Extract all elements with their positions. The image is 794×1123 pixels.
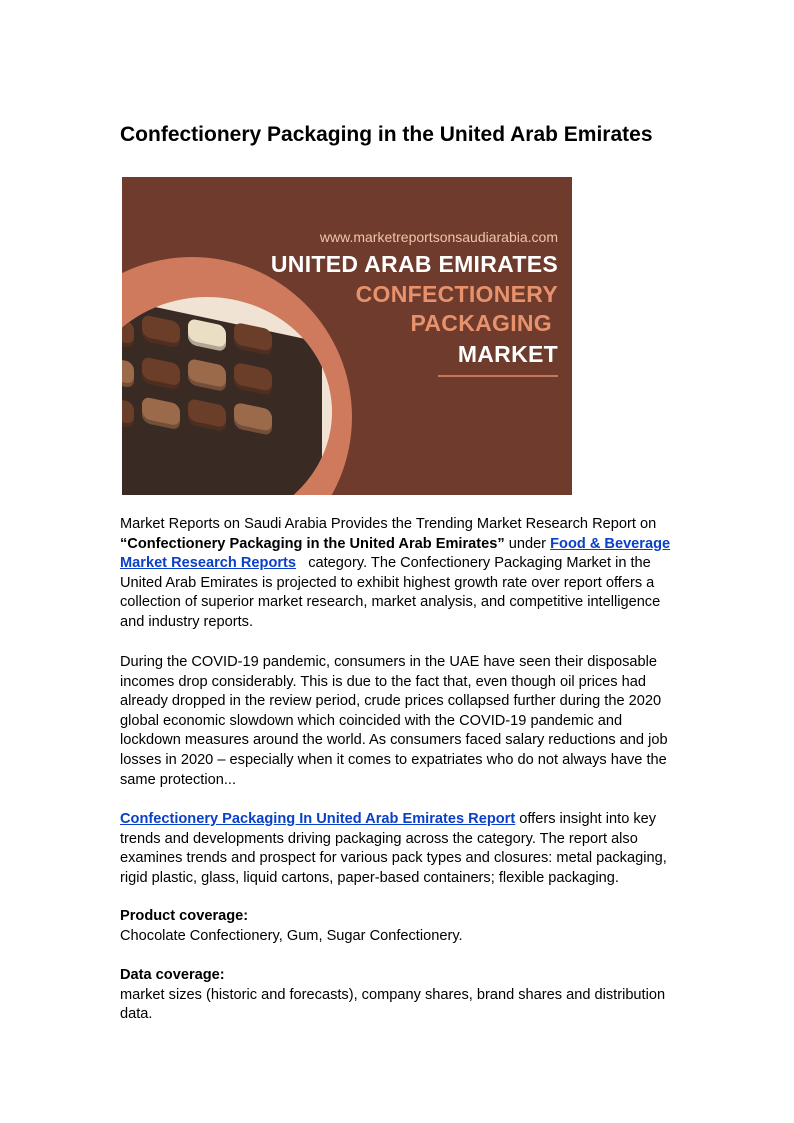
paragraph-line: examines trends and prospect for various pack types and closures: metal packaging, [120,850,667,867]
banner-line-confectionery: CONFECTIONERY [355,281,558,307]
paragraph-line: incomes drop considerably. This is due to the fact that, even though oil prices had [120,673,646,690]
banner-line-uae: UNITED ARAB EMIRATES [270,251,558,277]
intro-paragraph [120,515,680,633]
data-coverage-text: market sizes (historic and forecasts), company shares, brand shares and distribution [120,986,666,1003]
chocolate-tray [122,297,322,495]
intro-text: category. The Confectionery Packaging Market in the [308,555,651,572]
report-insight-paragraph [120,810,680,888]
chocolate-piece [234,322,272,356]
banner-line-market: MARKET [457,341,558,367]
chocolate-piece [142,356,180,390]
chocolate-piece [122,354,134,388]
chocolate-piece [234,362,272,396]
chocolate-piece [122,394,134,428]
report-banner-image [122,177,572,495]
product-coverage-heading: Product coverage: [120,908,249,924]
chocolate-piece [188,398,226,432]
data-coverage-heading: Data coverage: [120,967,225,983]
document-title: Confectionery Packaging in the United Arab Emirates [120,123,653,146]
intro-text: Market Reports on Saudi Arabia Provides the Trending Market Research Report on [120,516,657,532]
intro-text: collection of superior market research, market analysis, and competitive intelligence [120,594,661,611]
paragraph-line: rigid plastic, glass, liquid cartons, paper-based containers; flexible packaging. [120,869,619,886]
chocolate-piece [188,318,226,352]
market-research-reports-link[interactable]: Market Research Reports [120,555,297,572]
intro-text: United Arab Emirates is projected to exhibit highest growth rate over report offers a [120,574,655,591]
paragraph-line: trends and developments driving packaging across the category. The report also [120,830,638,847]
paragraph-line: offers insight into key [519,811,657,827]
covid-paragraph [120,653,680,790]
paragraph-line: global economic slowdown which coincided with the COVID-19 pandemic and [120,712,623,729]
food-beverage-link[interactable]: Food & Beverage [550,535,671,552]
report-name-bold: “Confectionery Packaging in the United Arab Emirates” [120,535,505,552]
chocolate-piece [234,402,272,436]
intro-text: under [508,535,547,552]
chocolate-piece [142,314,180,348]
banner-line-packaging: PACKAGING [410,310,552,336]
data-coverage-section [120,966,680,1025]
paragraph-line: During the COVID-19 pandemic, consumers in the UAE have seen their disposable [120,654,658,670]
product-coverage-section [120,907,680,946]
paragraph-line: same protection... [120,771,236,788]
paragraph-line: losses in 2020 – especially when it comes to expatriates who do not always have the [120,751,667,768]
banner-url: www.marketreportsonsaudiarabia.com [319,229,558,245]
banner-divider [438,375,558,377]
paragraph-line: already dropped in the review period, crude prices collapsed further during the 2020 [120,693,662,710]
chocolate-piece [188,358,226,392]
intro-text: and industry reports. [120,613,254,630]
report-link[interactable]: Confectionery Packaging In United Arab Emirates Report [120,811,516,827]
data-coverage-text: data. [120,1006,153,1023]
chocolate-piece [142,396,180,430]
chocolate-piece [122,314,134,348]
product-coverage-text: Chocolate Confectionery, Gum, Sugar Confectionery. [120,927,463,944]
paragraph-line: lockdown measures around the world. As consumers faced salary reductions and job [120,732,668,749]
